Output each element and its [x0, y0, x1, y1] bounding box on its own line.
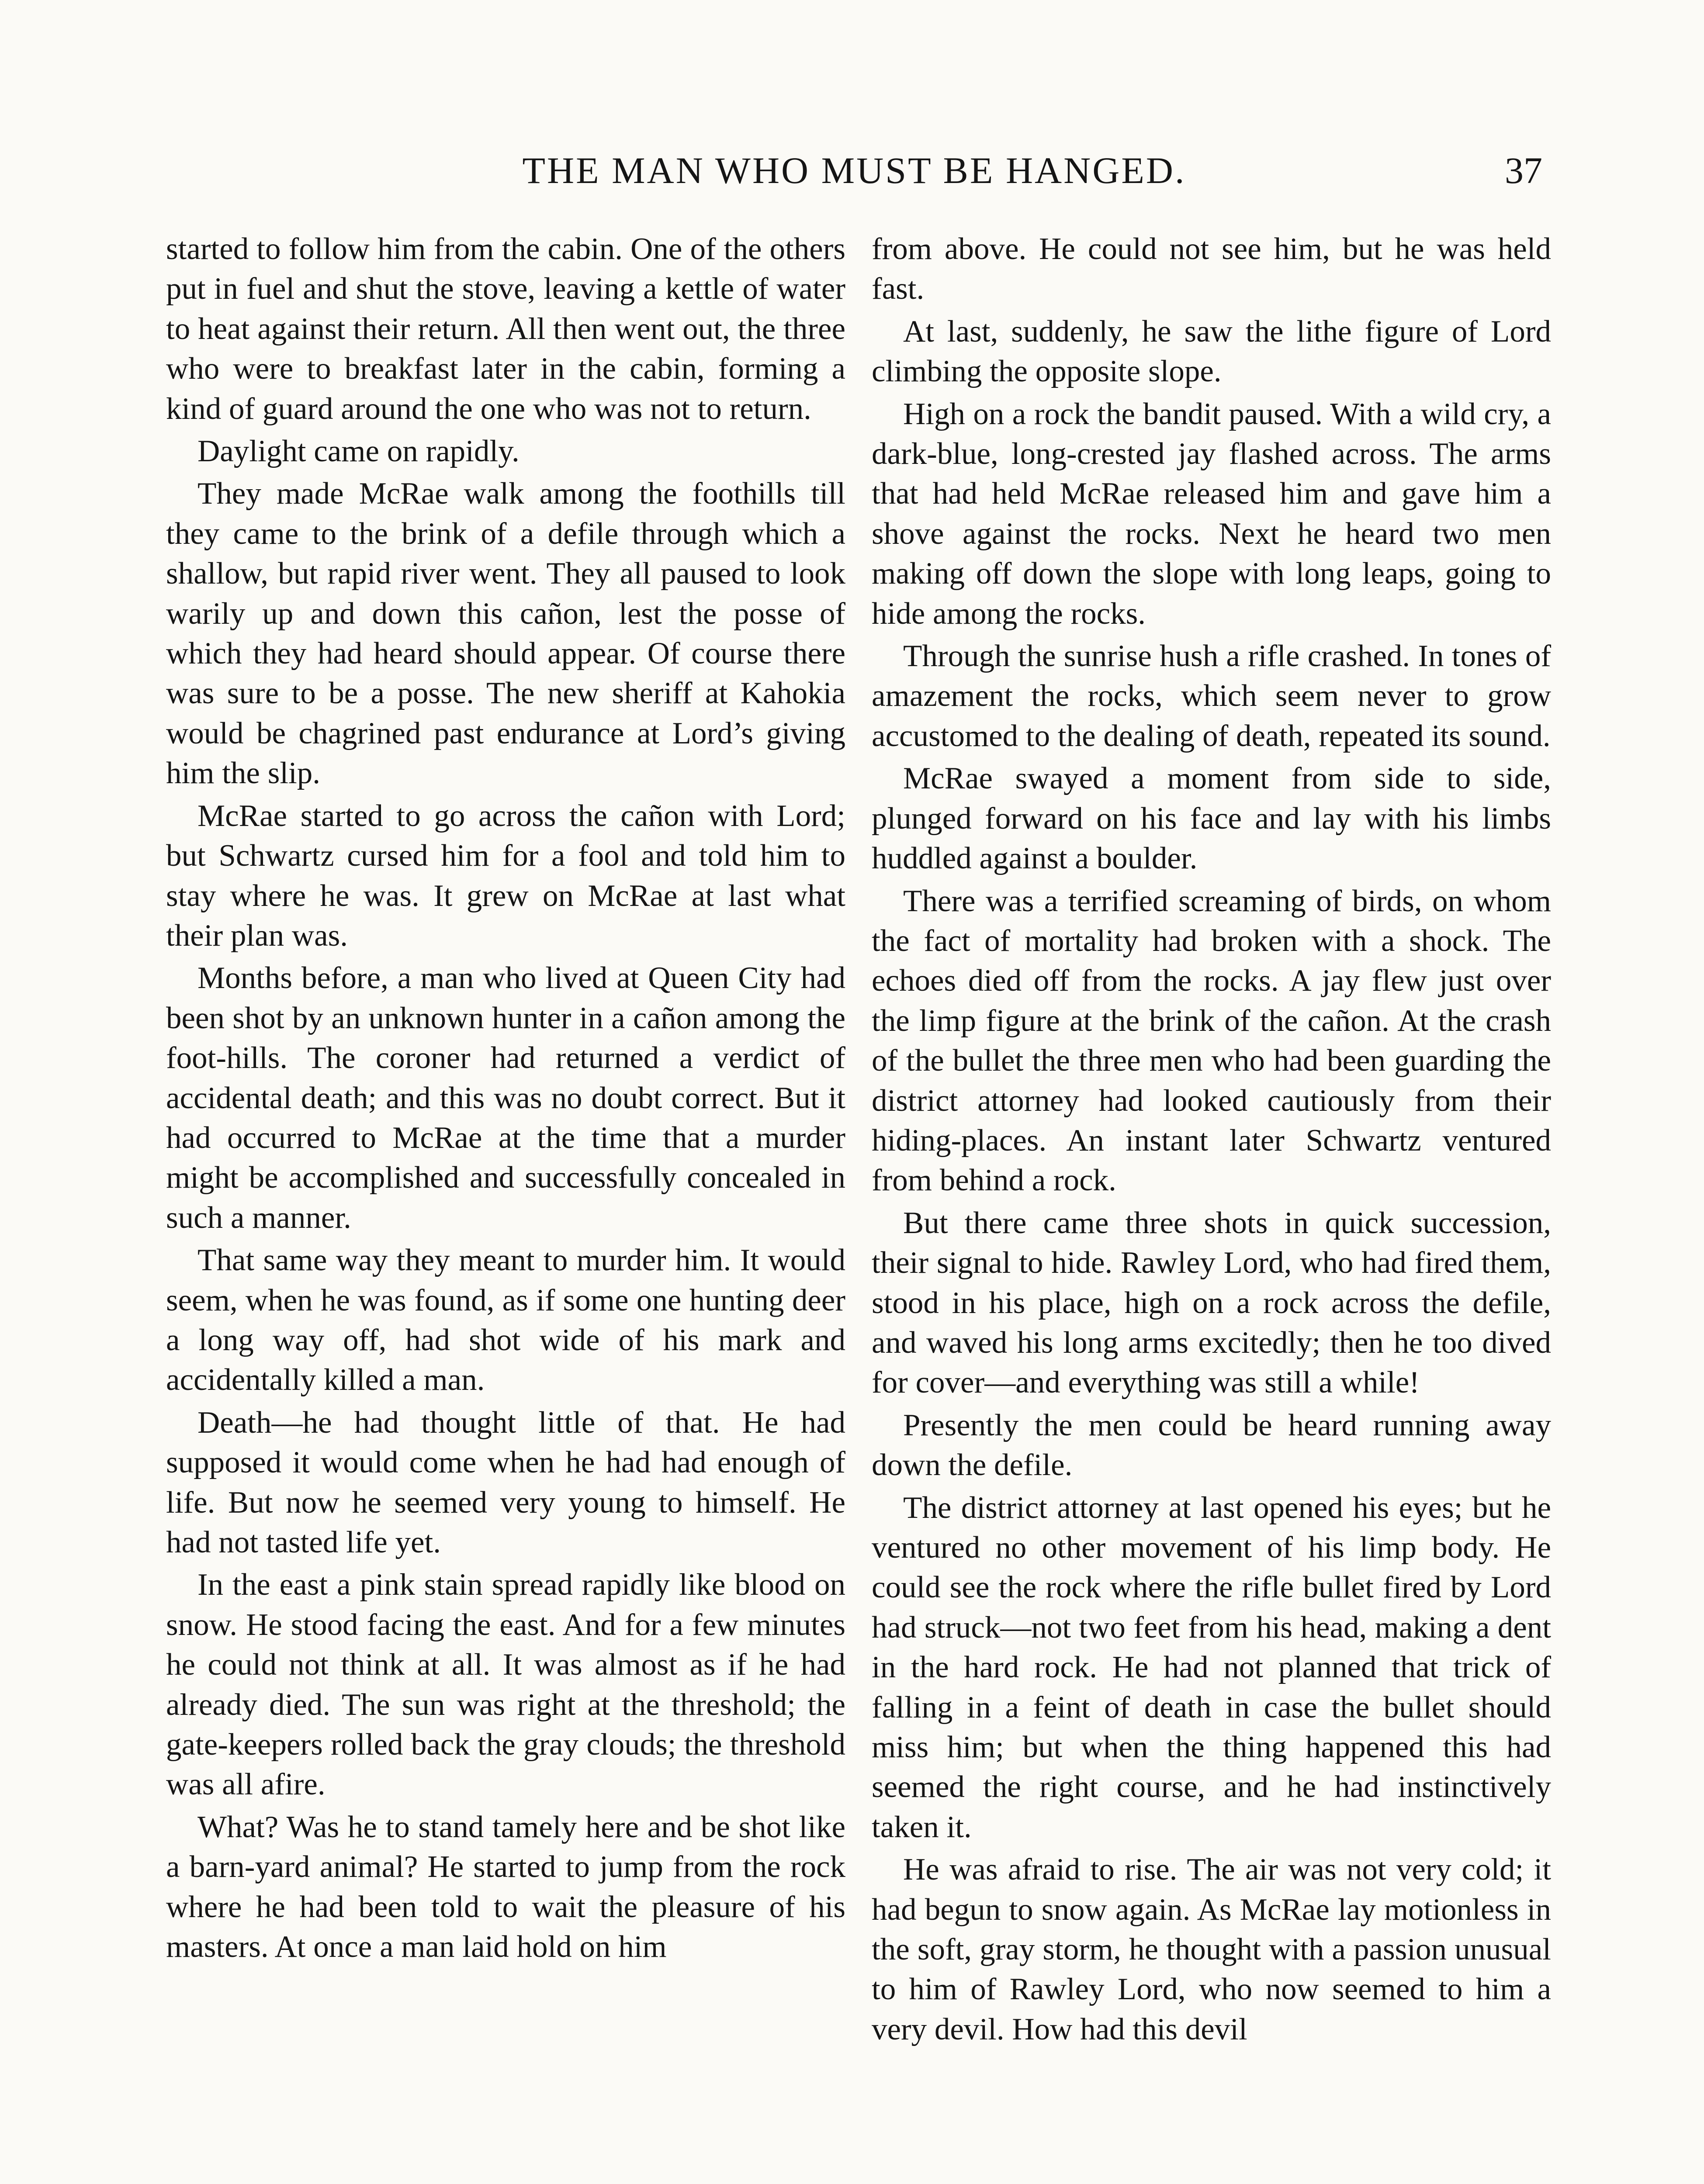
- paragraph: There was a terrified screaming of birds, on whom the fact of mortality had broken with a shock. The echoes died off from the rocks. A jay flew just over the limp figure at the brink of the cañon. At the crash of the bullet the three men who had been guarding the district attorney had looked cautiously from their hiding-places. An instant later Schwartz ventured from behind a rock.: [872, 884, 1551, 1198]
- paragraph: from above. He could not see him, but he was held fast.: [872, 232, 1551, 306]
- paragraph: Presently the men could be heard running away down the defile.: [872, 1408, 1551, 1482]
- page-header: [166, 149, 1542, 197]
- running-head: THE MAN WHO MUST BE HANGED.: [522, 149, 1186, 191]
- paragraph: Daylight came on rapidly.: [197, 434, 520, 469]
- paragraph: The district attorney at last opened his eyes; but he ventured no other movement of his limp body. He could see the rock where the rifle bullet fired by Lord had struck—not two feet from his head, making a dent in the hard rock. He had not planned that trick of falling in a feint of death in case the bullet should miss him; but when the thing happened this had seemed the right course, and he had instinctively taken it.: [872, 1490, 1551, 1844]
- right-column: [872, 229, 1551, 2052]
- paragraph: That same way they meant to murder him. It would seem, when he was found, as if some one hunting deer a long way off, had shot wide of his mark and accidentally killed a man.: [166, 1243, 845, 1397]
- paragraph: They made McRae walk among the foothills till they came to the brink of a defile through which a shallow, but rapid river went. They all paused to look warily up and down this cañon, lest the posse of which they had heard should appear. Of course there was sure to be a posse. The new sheriff at Kahokia would be chagrined past endurance at Lord’s giving him the slip.: [166, 477, 845, 791]
- paragraph: Death—he had thought little of that. He had supposed it would come when he had had enough of life. But now he seemed very young to himself. He had not tasted life yet.: [166, 1405, 845, 1559]
- paragraph: In the east a pink stain spread rapidly like blood on snow. He stood facing the east. And for a few minutes he could not think at all. It was almost as if he had already died. The sun was right at the threshold; the gate-keepers rolled back the gray clouds; the threshold was all afire.: [166, 1568, 845, 1802]
- paragraph: Months before, a man who lived at Queen City had been shot by an unknown hunter in a cañon among the foot-hills. The coroner had returned a verdict of accidental death; and this was no doubt correct. But it had occurred to McRae at the time that a murder might be accomplished and successfully concealed in such a manner.: [166, 961, 845, 1235]
- left-column: [166, 229, 845, 1970]
- paragraph: He was afraid to rise. The air was not very cold; it had begun to snow again. As McRae lay motionless in the soft, gray storm, he thought with a passion unusual to him of Rawley Lord, who now seemed to him a very devil. How had this devil: [872, 1852, 1551, 2046]
- paragraph: High on a rock the bandit paused. With a wild cry, a dark-blue, long-crested jay flashed across. The arms that had held McRae released him and gave him a shove against the rocks. Next he heard two men making off down the slope with long leaps, going to hide among the rocks.: [872, 397, 1551, 631]
- paragraph: started to follow him from the cabin. One of the others put in fuel and shut the stove, leaving a kettle of water to heat against their return. All then went out, the three who were to breakfast later in the cabin, forming a kind of guard around the one who was not to return.: [166, 232, 845, 426]
- paragraph: McRae swayed a moment from side to side, plunged forward on his face and lay with his limbs huddled against a boulder.: [872, 761, 1551, 876]
- paragraph: But there came three shots in quick succession, their signal to hide. Rawley Lord, who had fired them, stood in his place, high on a rock across the defile, and waved his long arms excitedly; then he too dived for cover—and everything was still a while!: [872, 1206, 1551, 1400]
- paragraph: Through the sunrise hush a rifle crashed. In tones of amazement the rocks, which seem never to grow accustomed to the dealing of death, repeated its sound.: [872, 639, 1551, 753]
- paragraph: McRae started to go across the cañon with Lord; but Schwartz cursed him for a fool and told him to stay where he was. It grew on McRae at last what their plan was.: [166, 798, 845, 953]
- paragraph: What? Was he to stand tamely here and be shot like a barn-yard animal? He started to jump from the rock where he had been told to wait the pleasure of his masters. At once a man laid hold on him: [166, 1810, 845, 1964]
- paragraph: At last, suddenly, he saw the lithe figure of Lord climbing the opposite slope.: [872, 314, 1551, 389]
- page-number: 37: [1505, 149, 1542, 191]
